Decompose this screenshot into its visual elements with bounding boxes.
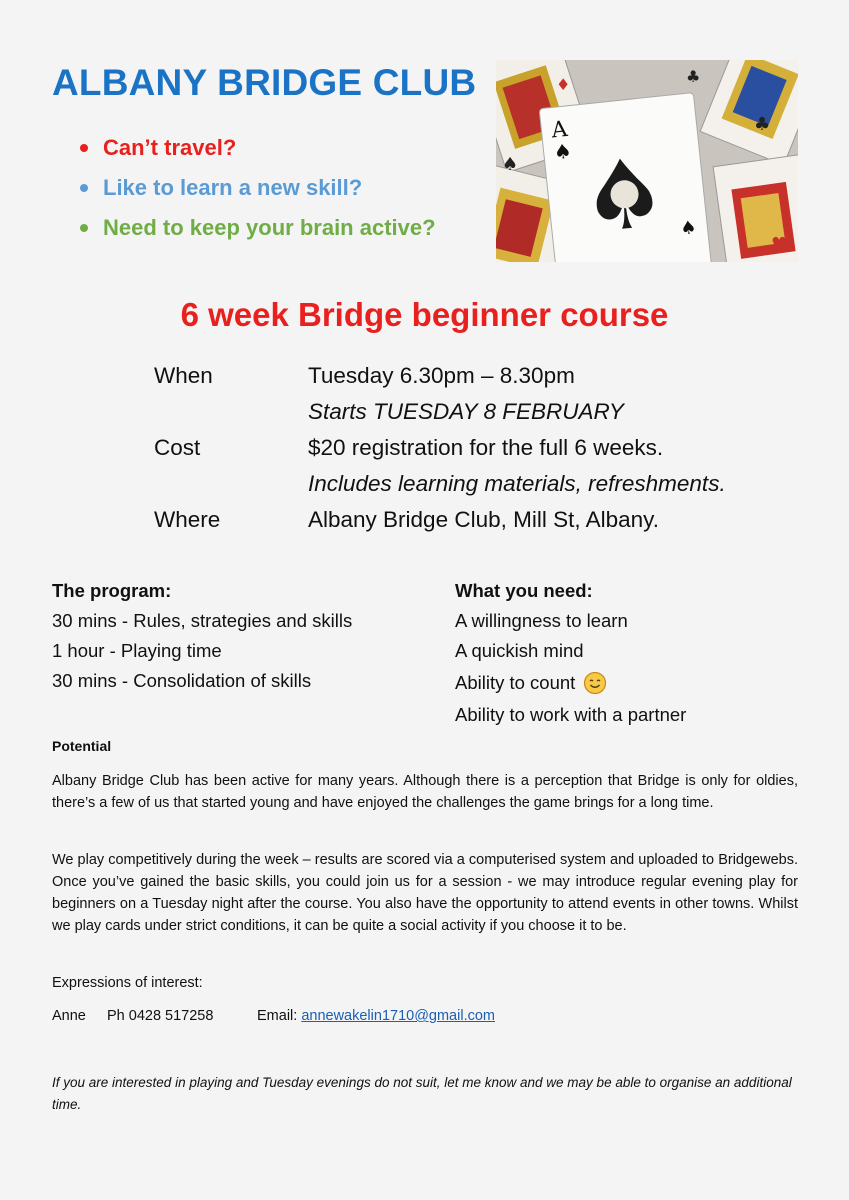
cost-value: $20 registration for the full 6 weeks.	[308, 435, 664, 460]
list-item: Ability to work with a partner	[455, 704, 687, 725]
where-row	[154, 502, 726, 538]
svg-text:♣: ♣	[754, 114, 771, 135]
svg-text:♠: ♠	[502, 154, 519, 175]
smiley-icon	[583, 671, 607, 695]
course-title: 6 week Bridge beginner course	[180, 296, 669, 333]
cost-note: Includes learning materials, refreshments.	[308, 471, 726, 496]
list-item: 30 mins - Rules, strategies and skills	[52, 610, 353, 631]
bullet-item: Can’t travel?	[80, 128, 436, 168]
program-list	[52, 576, 352, 696]
when-note: Starts TUESDAY 8 FEBRUARY	[308, 399, 624, 424]
when-row	[154, 358, 726, 394]
list-item: A willingness to learn	[455, 610, 628, 631]
list-item: 1 hour - Playing time	[52, 640, 222, 661]
svg-text:♠: ♠	[552, 138, 573, 165]
bullet-item: Need to keep your brain active?	[80, 208, 436, 248]
email-link[interactable]: annewakelin1710@gmail.com	[301, 1008, 495, 1024]
svg-text:♣: ♣	[686, 67, 701, 86]
intro-bullets	[80, 128, 436, 248]
expressions-of-interest: Expressions of interest:	[52, 975, 203, 991]
svg-text:♠: ♠	[679, 216, 698, 240]
bullet-dot-icon	[80, 144, 88, 152]
contact-name: Anne	[52, 1008, 86, 1024]
when-value: Tuesday 6.30pm – 8.30pm	[308, 363, 575, 388]
list-item: Ability to count	[455, 666, 686, 700]
cost-row	[154, 430, 726, 466]
program-heading: The program:	[52, 580, 172, 601]
svg-text:A: A	[550, 116, 569, 144]
bullet-dot-icon	[80, 184, 88, 192]
bullet-item: Like to learn a new skill?	[80, 168, 436, 208]
cost-note-row	[154, 466, 726, 502]
potential-paragraph-2: We play competitively during the week – results are scored via a computerised system and uploaded to Bridgewebs. Once you’ve gained the basic skills, you could join us for a session - we may introduce regular evening play for beginners on a Tuesday night after the course. You also have the opportunity to attend events in other towns. Whilst we play cards under strict conditions, it can be quite a social activity if you choose it to be.	[52, 852, 798, 934]
contact-phone: Ph 0428 517258	[107, 1008, 214, 1024]
svg-text:♦: ♦	[556, 75, 571, 94]
course-details	[154, 358, 726, 538]
when-label: When	[154, 363, 213, 388]
playing-cards-photo-icon	[496, 60, 798, 262]
needs-heading: What you need:	[455, 580, 593, 601]
potential-paragraph-1: Albany Bridge Club has been active for many years. Although there is a perception that Bridge is only for oldies, there’s a few of us that started young and have enjoyed the challenges the game brings for a long time.	[52, 773, 798, 811]
where-value: Albany Bridge Club, Mill St, Albany.	[308, 507, 660, 532]
contact-line	[52, 1008, 495, 1024]
bullet-dot-icon	[80, 224, 88, 232]
list-item: 30 mins - Consolidation of skills	[52, 670, 312, 691]
where-label: Where	[154, 507, 221, 532]
page-title: ALBANY BRIDGE CLUB	[52, 62, 477, 103]
when-note-row	[154, 394, 726, 430]
potential-heading: Potential	[52, 738, 112, 754]
playing-cards-photo	[496, 60, 798, 262]
email-label: Email:	[257, 1008, 298, 1024]
footnote: If you are interested in playing and Tuesday evenings do not suit, let me know and we may be able to organise an additional time.	[52, 1075, 792, 1112]
list-item: A quickish mind	[455, 640, 584, 661]
needs-list	[455, 576, 686, 730]
svg-text:♥: ♥	[771, 234, 788, 255]
cost-label: Cost	[154, 435, 201, 460]
